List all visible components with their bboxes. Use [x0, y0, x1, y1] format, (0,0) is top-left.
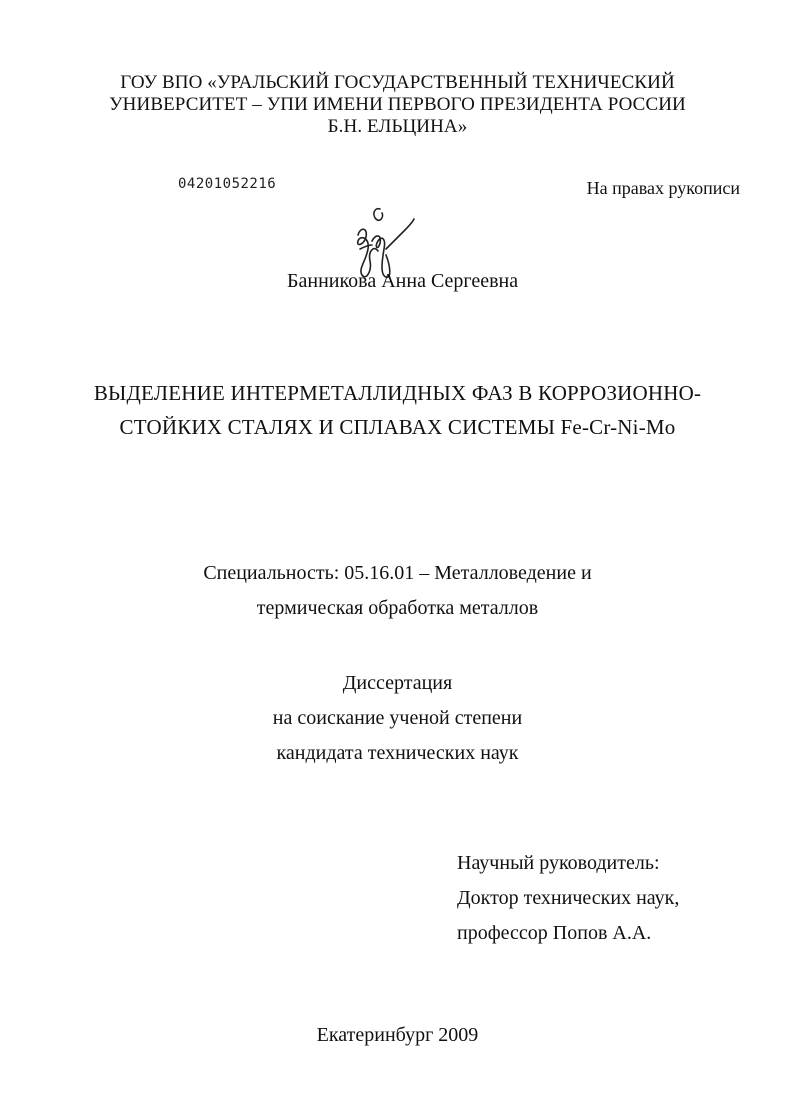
degree-line-3: кандидата технических наук [276, 742, 519, 764]
city-year: Екатеринбург 2009 [316, 1024, 479, 1046]
title-line-1: ВЫДЕЛЕНИЕ ИНТЕРМЕТАЛЛИДНЫХ ФАЗ В КОРРОЗИОННО- [93, 381, 702, 405]
institution-line-1: ГОУ ВПО «УРАЛЬСКИЙ ГОСУДАРСТВЕННЫЙ ТЕХНИЧЕСКИЙ [120, 72, 675, 93]
institution-header [0, 72, 795, 138]
institution-line-3: Б.Н. ЕЛЬЦИНА» [327, 116, 468, 137]
registration-code: 04201052216 [178, 176, 277, 192]
specialty-block [0, 556, 795, 626]
institution-line-2: УНИВЕРСИТЕТ – УПИ ИМЕНИ ПЕРВОГО ПРЕЗИДЕНТА РОССИИ [109, 94, 686, 115]
author-name: Банникова Анна Сергеевна [287, 270, 519, 292]
specialty-line-2: термическая обработка металлов [256, 597, 539, 619]
title-line-2: СТОЙКИХ СТАЛЯХ И СПЛАВАХ СИСТЕМЫ Fe-Cr-Ni-Mo [119, 415, 676, 439]
supervisor-line-3: профессор Попов А.А. [457, 922, 652, 944]
specialty-line-1: Специальность: 05.16.01 – Металловедение и [203, 562, 592, 584]
supervisor-line-2: Доктор технических наук, [457, 887, 680, 909]
rights-note: На правах рукописи [586, 178, 740, 198]
degree-block [0, 666, 795, 771]
supervisor-line-1: Научный руководитель: [457, 852, 660, 874]
dissertation-title [0, 376, 795, 444]
degree-line-1: Диссертация [342, 672, 453, 694]
supervisor-block [457, 846, 679, 951]
degree-line-2: на соискание ученой степени [272, 707, 523, 729]
